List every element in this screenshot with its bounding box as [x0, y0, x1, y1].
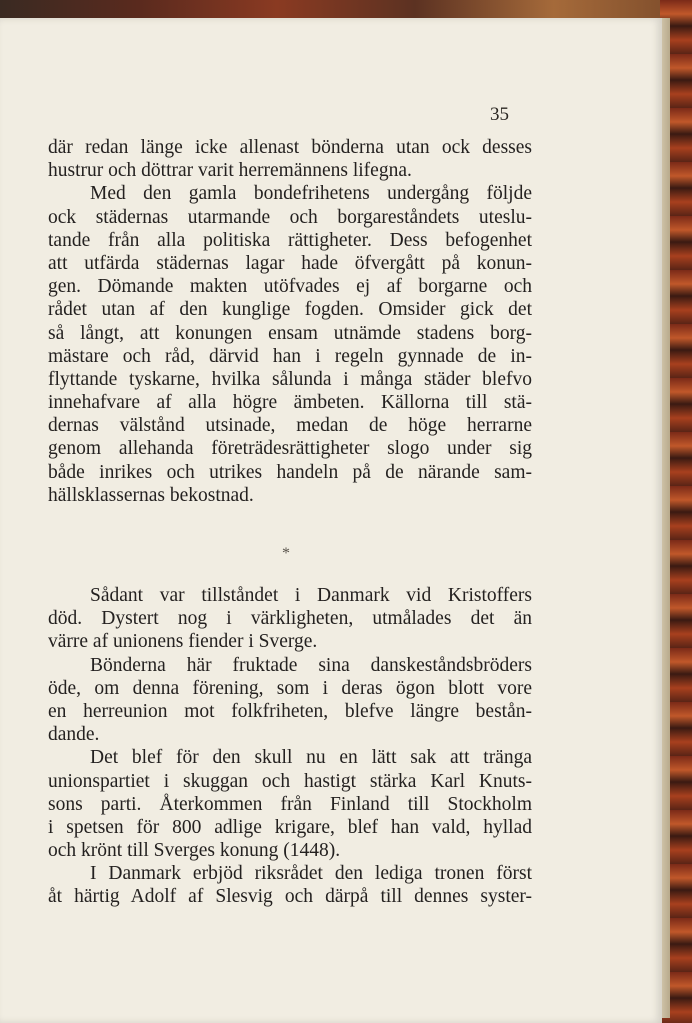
section-divider-asterisk: *: [282, 545, 290, 562]
text-line: dernas välstånd utsinade, medan de höge herrarne: [48, 415, 532, 437]
text-line: Bönderna här fruktade sina danskeståndsbröders: [90, 654, 532, 676]
text-line: i spetsen för 800 adlige krigare, blef han vald, hyllad: [48, 816, 532, 838]
text-line: genom allehanda företrädesrättigheter slogo under sig: [48, 438, 532, 460]
text-line: dande.: [48, 724, 100, 746]
text-line: Det blef för den skull nu en lätt sak att tränga: [90, 747, 532, 769]
text-line: öde, om denna förening, som i deras ögon blott vore: [48, 677, 532, 699]
text-line: mästare och råd, därvid han i regeln gynnade de in-: [48, 345, 532, 367]
text-line: död. Dystert nog i värkligheten, utmålades det än: [48, 608, 532, 630]
text-line: Sådant var tillståndet i Danmark vid Kristoffers: [90, 585, 532, 606]
text-line: sons parti. Återkommen från Finland till Stockholm: [48, 793, 532, 815]
text-line: Med den gamla bondefrihetens undergång följde: [90, 183, 532, 205]
text-line: gen. Dömande makten utöfvades ej af borgarne och: [48, 276, 532, 298]
text-line: tande från alla politiska rättigheter. Dess befogenhet: [48, 229, 532, 251]
page-number: 35: [490, 104, 509, 125]
text-line: innehafvare af alla högre ämbeten. Källorna till stä-: [48, 392, 532, 414]
book-page: [0, 18, 662, 1023]
text-line: en herreunion mot folkfriheten, blefve längre bestån-: [48, 700, 532, 722]
text-line: så långt, att konungen ensam utnämde stadens borg-: [48, 322, 532, 344]
text-line: I Danmark erbjöd riksrådet den lediga tronen först: [90, 863, 532, 885]
text-line: och krönt till Sverges konung (1448).: [48, 840, 341, 862]
text-line: ock städernas utarmande och borgareståndets uteslu-: [48, 206, 532, 228]
text-line: flyttande tyskarne, hvilka sålunda i många städer blefvo: [48, 368, 532, 390]
text-line: unionspartiet i skuggan och hastigt stärka Karl Knuts-: [48, 770, 532, 792]
text-line: där redan länge icke allenast bönderna utan ock desses: [48, 137, 532, 158]
text-line: hustrur och döttrar varit herremännens lifegna.: [48, 160, 412, 182]
text-block-lower: [48, 584, 532, 909]
text-line: rådet utan af den kunglige fogden. Omsider gick det: [48, 299, 532, 321]
text-line: både inrikes och utrikes handeln på de närande sam-: [48, 461, 532, 483]
text-line: hällsklassernas bekostnad.: [48, 484, 254, 506]
text-block-upper: [48, 136, 532, 507]
text-line: att utfärda städernas lagar hade öfvergått på konun-: [48, 252, 532, 274]
text-line: värre af unionens fiender i Sverge.: [48, 631, 318, 653]
text-line: åt härtig Adolf af Slesvig och därpå till dennes syster-: [48, 886, 532, 908]
